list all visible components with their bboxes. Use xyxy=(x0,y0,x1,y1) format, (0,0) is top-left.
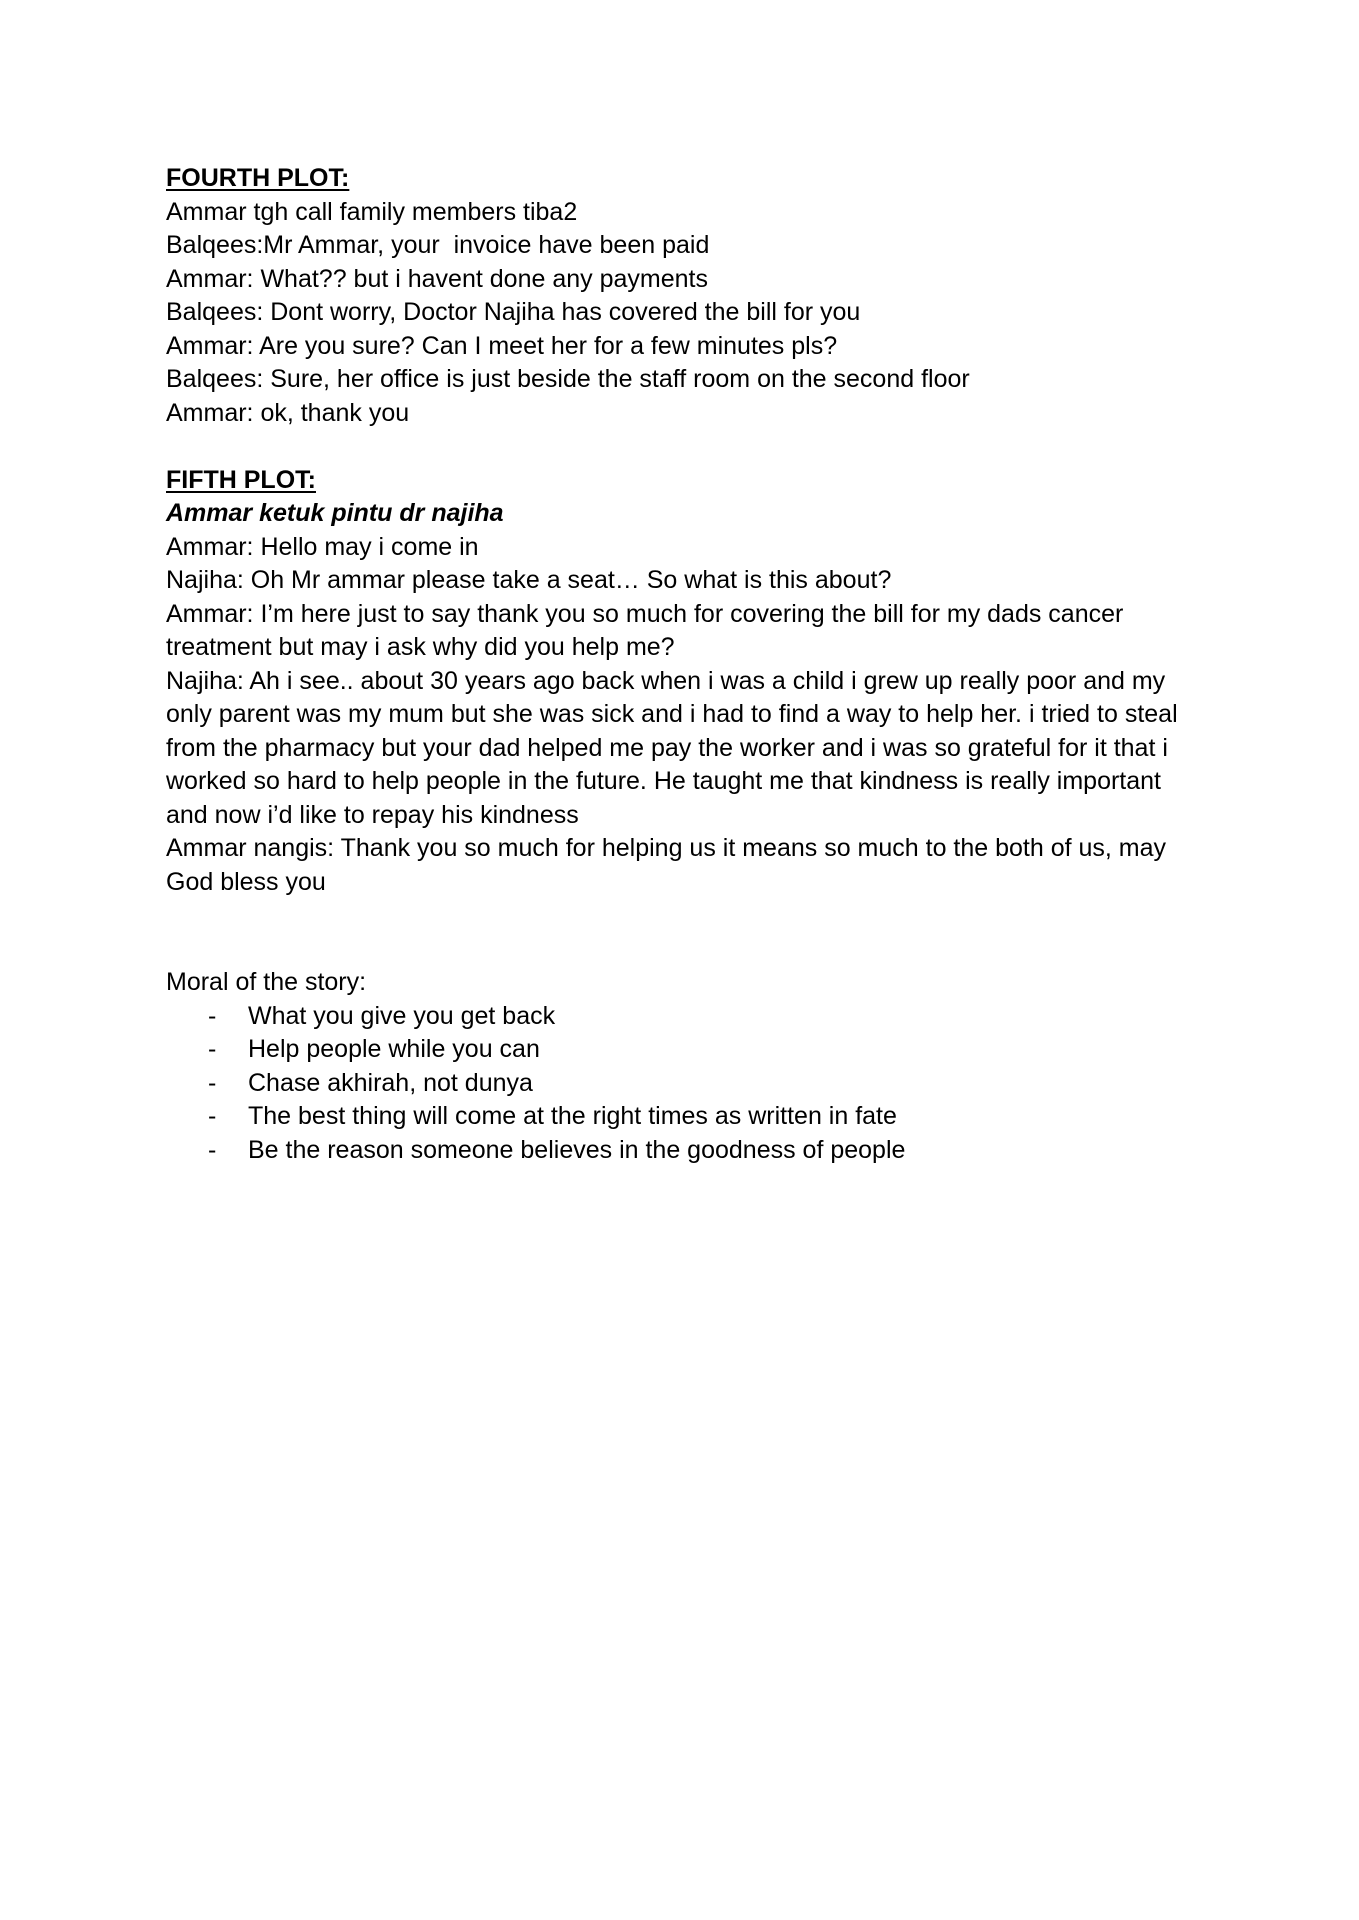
fifth-plot-section xyxy=(166,464,1196,900)
moral-item-text: The best thing will come at the right times as written in fate xyxy=(248,1102,897,1130)
fifth-plot-line: and now i’d like to repay his kindness xyxy=(166,800,579,829)
paragraph-spacer xyxy=(166,430,1196,464)
moral-item-text: What you give you get back xyxy=(248,1001,556,1030)
fifth-plot-line: worked so hard to help people in the future. He taught me that kindness is really important xyxy=(166,767,1162,795)
moral-item-text: Be the reason someone believes in the goodness of people xyxy=(248,1135,906,1164)
fifth-plot-line: treatment but may i ask why did you help me? xyxy=(166,633,675,661)
dash-bullet-icon: - xyxy=(208,1035,217,1063)
fourth-plot-line: Balqees:Mr Ammar, your invoice have been paid xyxy=(166,231,710,259)
fifth-plot-line: Najiha: Ah i see.. about 30 years ago back when i was a child i grew up really poor and my xyxy=(166,666,1166,695)
list-item xyxy=(166,1067,1196,1101)
fifth-plot-line: Ammar: I’m here just to say thank you so much for covering the bill for my dads cancer xyxy=(166,599,1124,628)
fourth-plot-heading: FOURTH PLOT: xyxy=(166,164,350,192)
fourth-plot-line: Balqees: Sure, her office is just beside the staff room on the second floor xyxy=(166,365,970,393)
moral-item-text: Help people while you can xyxy=(248,1035,540,1063)
list-item xyxy=(166,1100,1196,1134)
fifth-plot-line: Najiha: Oh Mr ammar please take a seat… So what is this about? xyxy=(166,566,892,594)
fourth-plot-line: Ammar: What?? but i havent done any payments xyxy=(166,264,708,293)
dash-bullet-icon: - xyxy=(208,1001,217,1030)
moral-list xyxy=(166,1000,1196,1168)
fourth-plot-line: Ammar: ok, thank you xyxy=(166,398,410,427)
fourth-plot-line: Ammar tgh call family members tiba2 xyxy=(166,197,578,226)
fourth-plot-line: Ammar: Are you sure? Can I meet her for a few minutes pls? xyxy=(166,331,838,360)
dash-bullet-icon: - xyxy=(208,1068,217,1097)
fifth-plot-line: only parent was my mum but she was sick and i had to find a way to help her. i tried to steal xyxy=(166,700,1178,728)
fourth-plot-line: Balqees: Dont worry, Doctor Najiha has covered the bill for you xyxy=(166,298,861,326)
moral-heading: Moral of the story: xyxy=(166,968,367,996)
document-body xyxy=(166,162,1196,1167)
list-item xyxy=(166,1000,1196,1034)
moral-section xyxy=(166,966,1196,1167)
moral-item-text: Chase akhirah, not dunya xyxy=(248,1068,533,1097)
paragraph-spacer xyxy=(166,899,1196,966)
fifth-plot-line: from the pharmacy but your dad helped me pay the worker and i was so grateful for it that i xyxy=(166,733,1168,762)
list-item xyxy=(166,1033,1196,1067)
fifth-plot-line: Ammar: Hello may i come in xyxy=(166,532,479,561)
fifth-plot-stage-direction: Ammar ketuk pintu dr najiha xyxy=(166,499,504,527)
dash-bullet-icon: - xyxy=(208,1135,217,1164)
fifth-plot-line: God bless you xyxy=(166,867,326,896)
list-item xyxy=(166,1134,1196,1168)
fifth-plot-heading: FIFTH PLOT: xyxy=(166,465,316,494)
fifth-plot-line: Ammar nangis: Thank you so much for helping us it means so much to the both of us, may xyxy=(166,834,1167,862)
dash-bullet-icon: - xyxy=(208,1102,217,1130)
fourth-plot-section xyxy=(166,162,1196,430)
